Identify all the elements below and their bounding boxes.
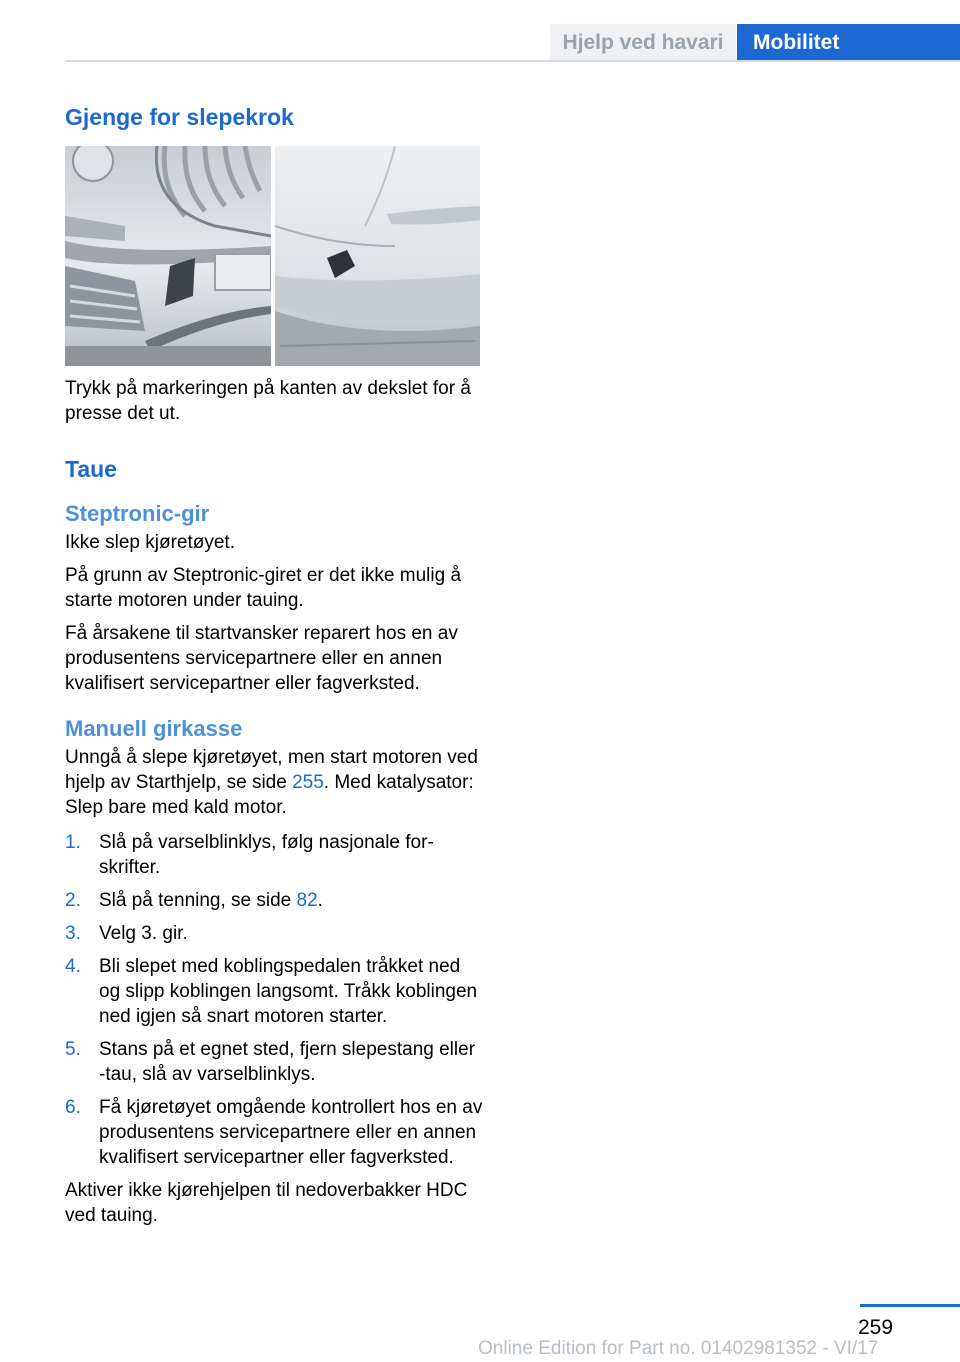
tow-hook-instruction: Trykk på markeringen på kanten av dekslet for å presse det ut. <box>65 378 471 424</box>
steptronic-paragraph-2: På grunn av Steptronic-giret er det ikke mulig å starte motoren under tauing. <box>65 565 462 611</box>
section-title-towing: Taue <box>65 456 117 482</box>
step-text-part: . <box>317 890 323 911</box>
footer-divider <box>860 1304 960 1307</box>
footer-edition: Online Edition for Part no. 01402981352 - VI/17 <box>478 1338 879 1359</box>
step-text <box>99 888 483 913</box>
step-number: 2. <box>65 890 81 911</box>
manual-intro-text: Unngå å slepe kjøretøyet, men start motoren ved hjelp av Starthjelp, se side <box>65 747 478 793</box>
step-text-part: Slå på tenning, se side <box>99 890 297 911</box>
step-text: Slå på varselblinklys, følg nasjonale forskrifter. <box>99 832 434 878</box>
step-number: 4. <box>65 956 81 977</box>
step-text: Få kjøretøyet omgående kontrollert hos en av produsentens servicepartnere eller en annen kvalifisert servicepartner eller fagverksted. <box>99 1097 483 1168</box>
page-number: 259 <box>858 1316 894 1339</box>
bumper-illustration <box>65 146 480 366</box>
page-link-82[interactable]: 82 <box>296 890 318 911</box>
list-item <box>65 888 483 913</box>
list-item <box>65 1095 483 1170</box>
list-item <box>65 954 483 1029</box>
step-number: 5. <box>65 1039 81 1060</box>
header-tab-chapter[interactable]: Mobilitet <box>737 24 960 61</box>
header-divider <box>65 60 960 62</box>
manual-intro-text-2: . Med katalysator: Slep bare med kald motor. <box>65 772 474 818</box>
step-text: Velg 3. gir. <box>99 923 188 944</box>
step-text: Bli slepet med koblingspedalen tråkket ned og slipp koblingen langsomt. Tråkk koblingen ned igjen så snart motoren starter. <box>99 956 478 1027</box>
step-number: 3. <box>65 923 81 944</box>
page-link-255[interactable]: 255 <box>292 772 324 793</box>
list-item <box>65 1037 483 1087</box>
towing-steps-list <box>65 830 483 1170</box>
hdc-note: Aktiver ikke kjørehjelpen til nedoverbakker HDC ved tauing. <box>65 1180 468 1226</box>
main-content <box>65 96 483 1236</box>
step-number: 6. <box>65 1097 81 1118</box>
header-tab-section[interactable]: Hjelp ved havari <box>550 24 736 61</box>
list-item <box>65 921 483 946</box>
steptronic-paragraph-1: Ikke slep kjøretøyet. <box>65 532 235 553</box>
list-item <box>65 830 483 880</box>
steptronic-paragraph-3: Få årsakene til startvansker reparert hos en av produsentens servicepartnere eller en annen kvalifisert servicepartner eller fagverksted. <box>65 623 458 694</box>
bumper-photo <box>65 146 480 366</box>
manual-intro <box>65 745 483 820</box>
step-text: Stans på et egnet sted, fjern slepestang eller -tau, slå av varselblinklys. <box>99 1039 476 1085</box>
section-title-tow-hook-thread: Gjenge for slepekrok <box>65 104 294 130</box>
subheading-manual-gearbox: Manuell girkasse <box>65 716 243 741</box>
subheading-steptronic: Steptronic-gir <box>65 501 210 526</box>
step-number: 1. <box>65 832 81 853</box>
